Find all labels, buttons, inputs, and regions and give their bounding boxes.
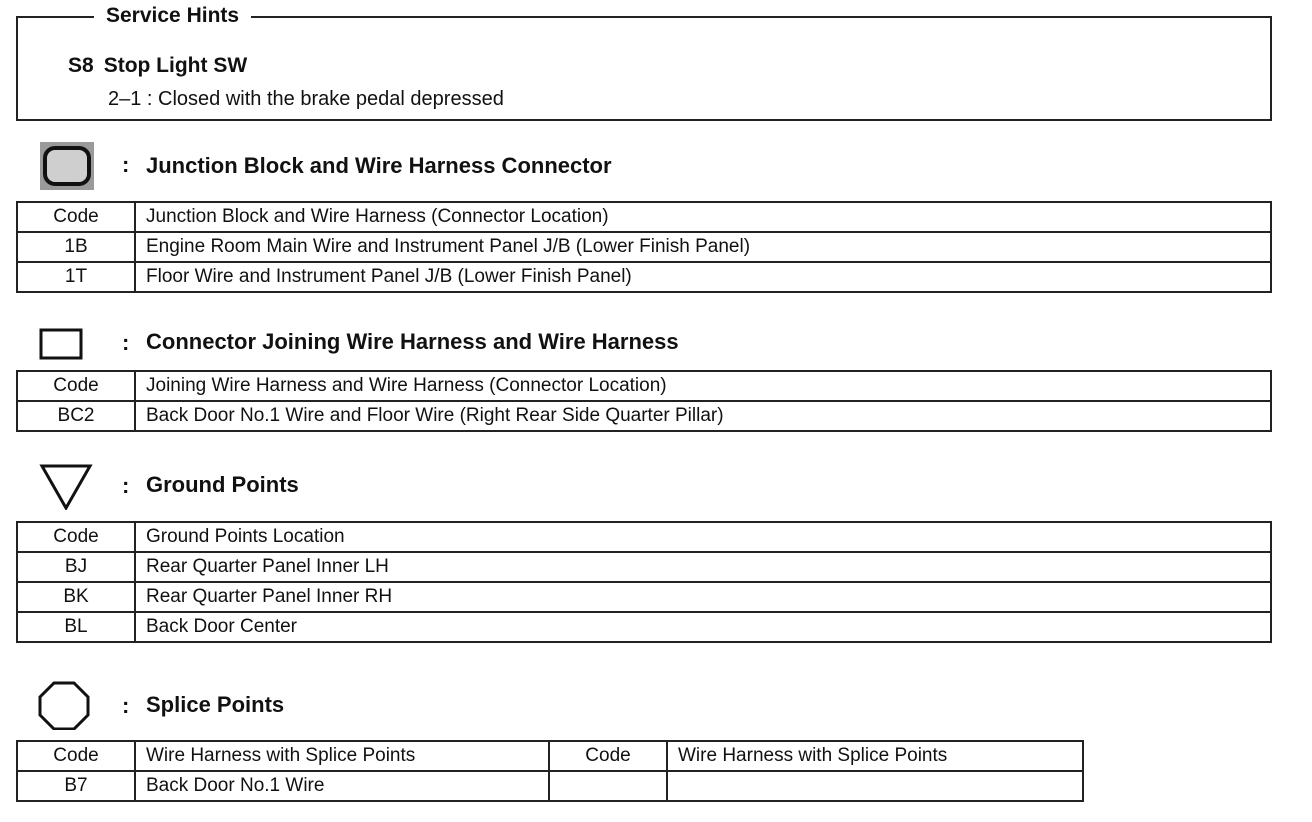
- desc-header: Junction Block and Wire Harness (Connector Location): [135, 202, 1271, 232]
- row-code: BK: [17, 582, 135, 612]
- ground-title: Ground Points: [146, 472, 299, 497]
- shaded-rounded-rectangle-icon: [36, 140, 96, 190]
- splice-colon: :: [122, 693, 130, 718]
- switch-detail: 2–1 : Closed with the brake pedal depressed: [108, 88, 504, 110]
- table-row: [17, 582, 1271, 612]
- row-desc: Rear Quarter Panel Inner LH: [135, 552, 1271, 582]
- ground-table: [16, 521, 1272, 643]
- row-code: 1B: [17, 232, 135, 262]
- splice-title: Splice Points: [146, 692, 285, 717]
- code-header-2: Code: [549, 741, 667, 771]
- connector-title: Connector Joining Wire Harness and Wire Harness: [146, 329, 679, 354]
- row-desc-2: [667, 771, 1083, 801]
- row-code-2: [549, 771, 667, 801]
- desc-header-2: Wire Harness with Splice Points: [667, 741, 1083, 771]
- switch-code: S8: [68, 54, 94, 77]
- table-row: [17, 401, 1271, 431]
- octagon-icon: [36, 680, 96, 730]
- row-desc: Back Door No.1 Wire and Floor Wire (Right Rear Side Quarter Pillar): [135, 401, 1271, 431]
- row-code: BJ: [17, 552, 135, 582]
- table-header-row: [17, 202, 1271, 232]
- table-header-row: [17, 741, 1083, 771]
- splice-table: [16, 740, 1084, 802]
- table-header-row: [17, 522, 1271, 552]
- junction-title: Junction Block and Wire Harness Connector: [146, 153, 612, 178]
- table-row: [17, 612, 1271, 642]
- ground-colon: :: [122, 473, 130, 498]
- table-header-row: [17, 371, 1271, 401]
- row-code: BC2: [17, 401, 135, 431]
- code-header: Code: [17, 741, 135, 771]
- desc-header: Wire Harness with Splice Points: [135, 741, 549, 771]
- switch-title: [68, 54, 247, 78]
- desc-header: Joining Wire Harness and Wire Harness (Connector Location): [135, 371, 1271, 401]
- service-hints-heading: Service Hints: [94, 2, 251, 30]
- connector-table: [16, 370, 1272, 432]
- code-header: Code: [17, 202, 135, 232]
- code-header: Code: [17, 371, 135, 401]
- row-code: BL: [17, 612, 135, 642]
- code-header: Code: [17, 522, 135, 552]
- service-hints-box: [16, 16, 1272, 121]
- row-desc: Back Door No.1 Wire: [135, 771, 549, 801]
- row-code: 1T: [17, 262, 135, 292]
- table-row: [17, 552, 1271, 582]
- row-desc: Floor Wire and Instrument Panel J/B (Lower Finish Panel): [135, 262, 1271, 292]
- junction-colon: :: [122, 152, 130, 177]
- table-row: [17, 232, 1271, 262]
- connector-colon: :: [122, 330, 130, 355]
- row-code: B7: [17, 771, 135, 801]
- table-row: [17, 771, 1083, 801]
- triangle-icon: [36, 460, 96, 510]
- desc-header: Ground Points Location: [135, 522, 1271, 552]
- table-row: [17, 262, 1271, 292]
- rectangle-icon: [36, 318, 96, 368]
- row-desc: Rear Quarter Panel Inner RH: [135, 582, 1271, 612]
- row-desc: Engine Room Main Wire and Instrument Panel J/B (Lower Finish Panel): [135, 232, 1271, 262]
- switch-name: Stop Light SW: [103, 54, 248, 77]
- row-desc: Back Door Center: [135, 612, 1271, 642]
- junction-table: [16, 201, 1272, 293]
